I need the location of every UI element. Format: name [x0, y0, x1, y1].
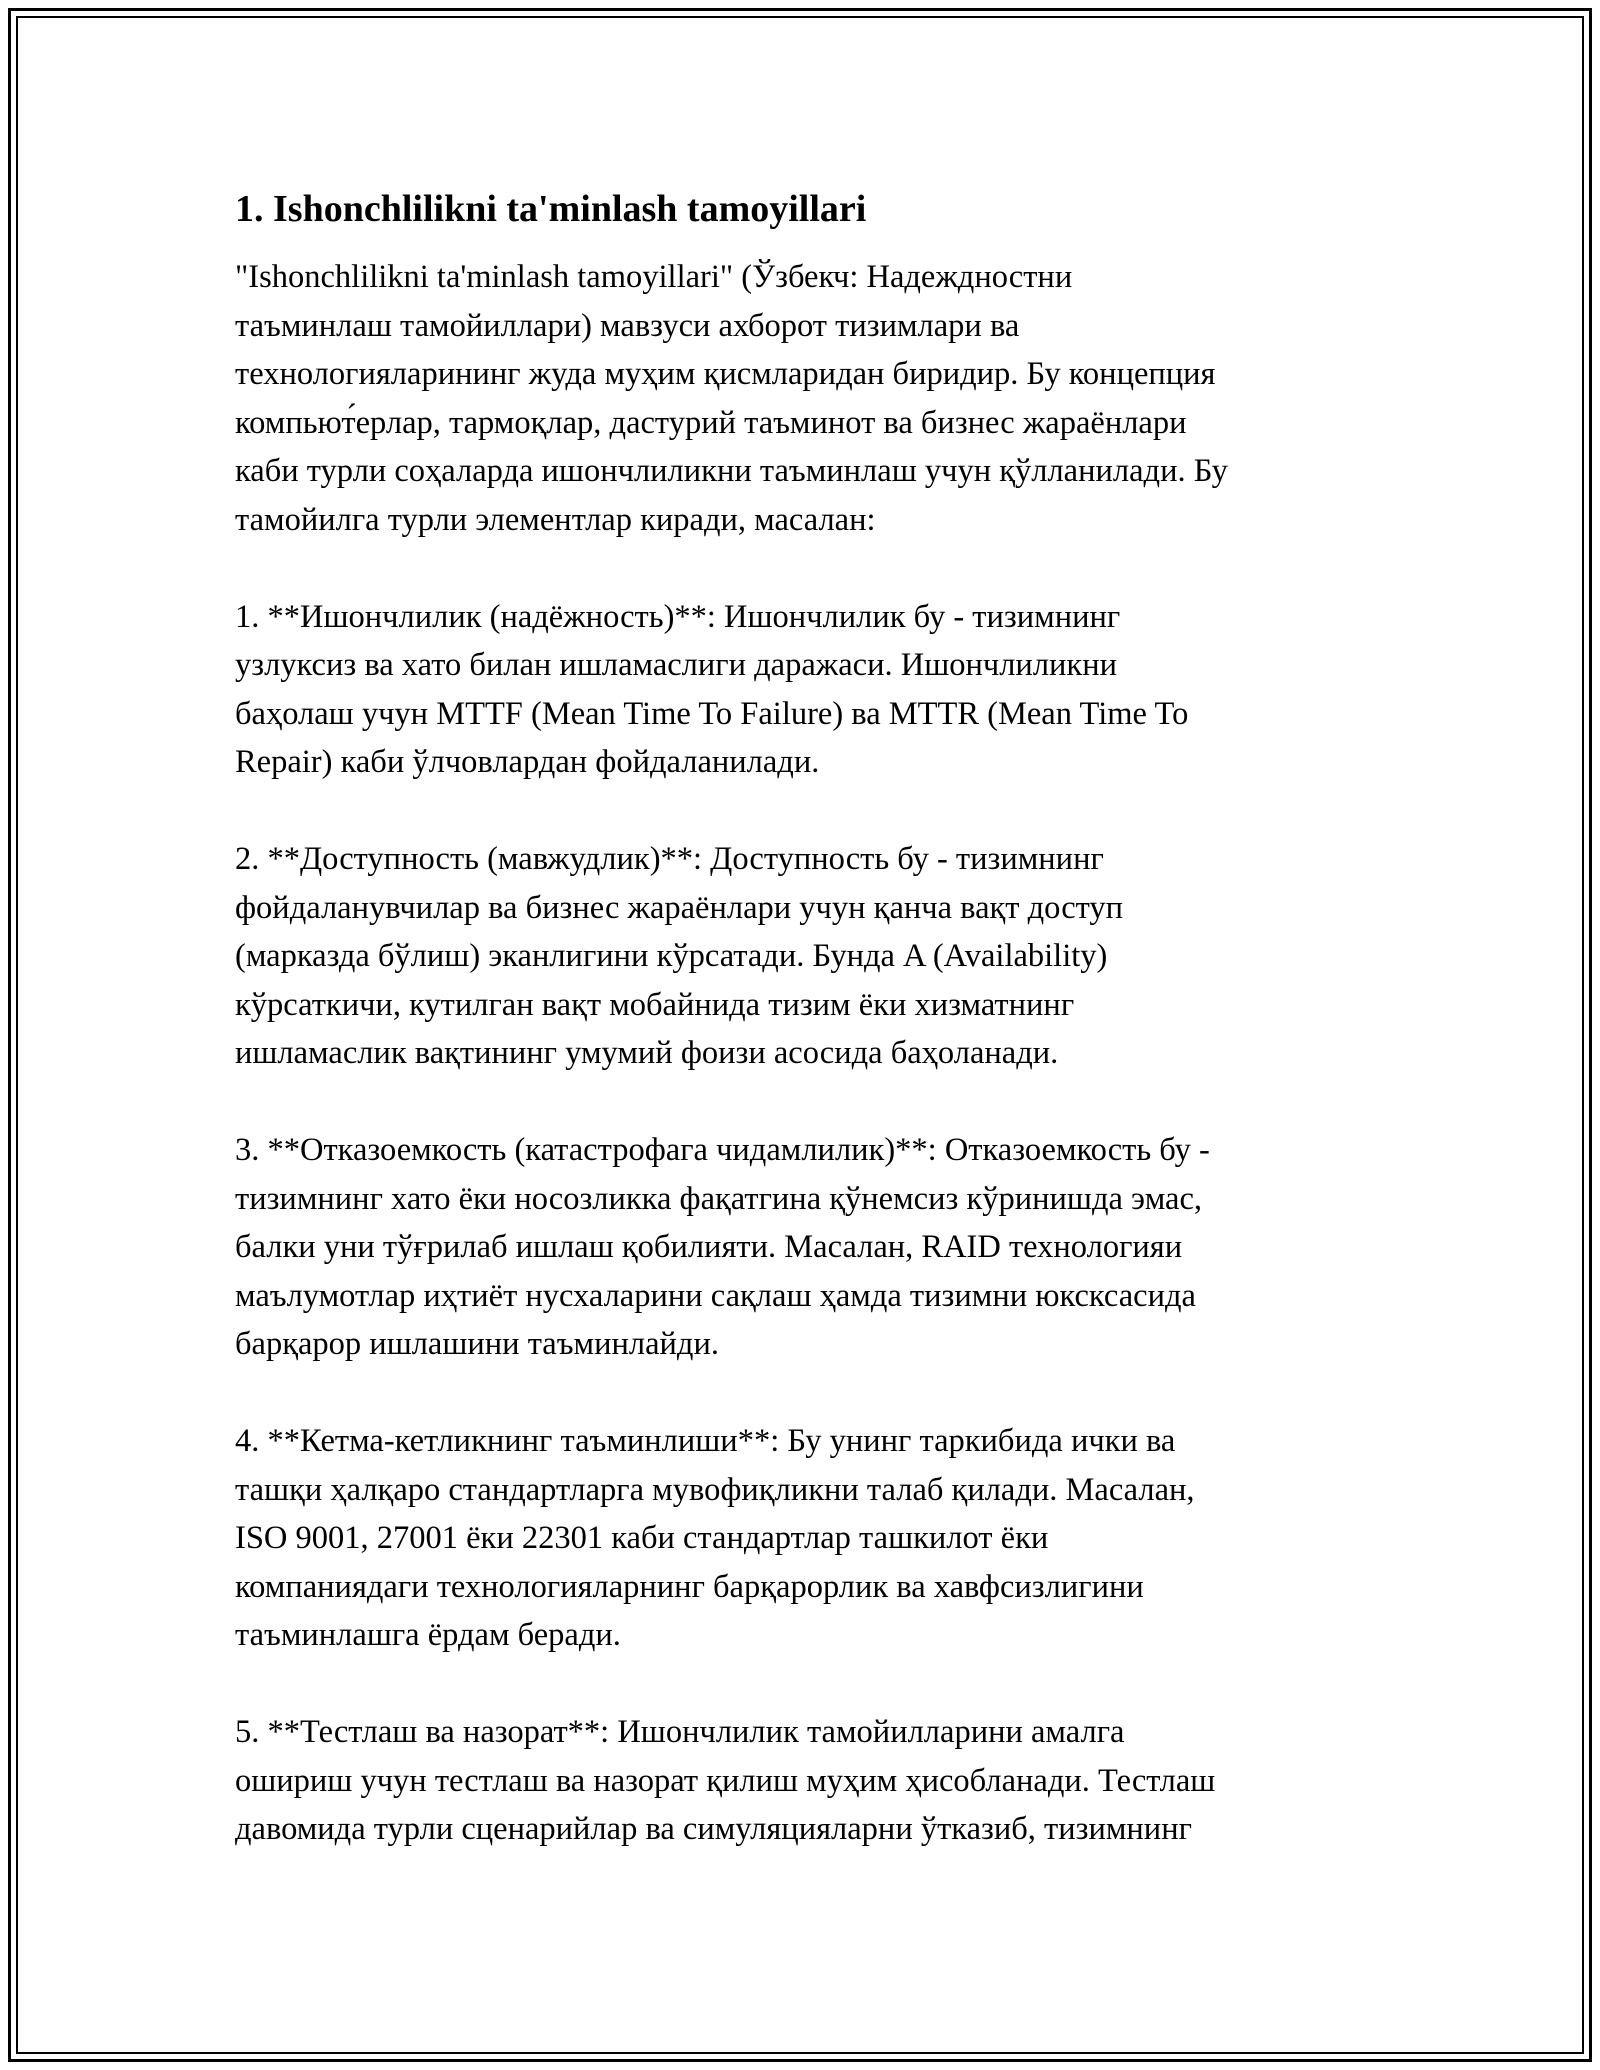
text-line: ишламаслик вақтининг умумий фоизи асосида баҳоланади.	[235, 1035, 1059, 1071]
list-item-paragraph	[235, 593, 1375, 787]
text-line: "Ishonchlilikni ta'minlash tamoyillari" (Ўзбекч: Надеждностни	[235, 259, 1073, 295]
text-line: ташқи ҳалқаро стандартларга мувофиқликни талаб қилади. Масалан,	[235, 1471, 1195, 1508]
list-item-paragraph	[235, 1417, 1375, 1660]
text-line: (марказда бўлиш) эканлигини кўрсатади. Бунда A (Availability)	[235, 938, 1108, 974]
text-line: тамойилга турли элементлар киради, масалан:	[235, 501, 876, 538]
text-line: ISO 9001, 27001 ёки 22301 каби стандартлар ташкилот ёки	[235, 1520, 1049, 1556]
document-page	[235, 185, 1375, 1854]
document-body	[235, 253, 1375, 1854]
list-item-paragraph	[235, 835, 1375, 1078]
text-line: тизимнинг хато ёки носозликка фақатгина қўнемсиз кўринишда эмас,	[235, 1180, 1203, 1217]
text-line: баҳолаш учун MTTF (Mean Time To Failure) ва MTTR (Mean Time To	[235, 695, 1189, 732]
text-line: барқарор ишлашини таъминлайди.	[235, 1326, 719, 1362]
text-line: фойдаланувчилар ва бизнес жараёнлари учун қанча вақт доступ	[235, 889, 1124, 926]
text-line: Repair) каби ўлчовлардан фойдаланилади.	[235, 744, 820, 780]
text-line: 2. **Доступность (мавжудлик)**: Доступность бу - тизимнинг	[235, 841, 1104, 877]
intro-paragraph	[235, 253, 1375, 544]
text-line: ошириш учун тестлаш ва назорат қилиш муҳим ҳисобланади. Тестлаш	[235, 1762, 1216, 1799]
text-line: таъминлашга ёрдам беради.	[235, 1617, 621, 1653]
text-line: таъминлаш тамойиллари) мавзуси ахборот тизимлари ва	[235, 307, 1020, 344]
text-line: технологияларининг жуда муҳим қисмларидан биридир. Бу концепция	[235, 356, 1216, 392]
text-line: кўрсаткичи, кутилган вақт мобайнида тизим ёки хизматнинг	[235, 986, 1075, 1023]
text-line: давомида турли сценарийлар ва симуляцияларни ўтказиб, тизимнинг	[235, 1811, 1192, 1847]
list-item-paragraph	[235, 1126, 1375, 1369]
list-item-paragraph	[235, 1708, 1375, 1854]
text-line: маълумотлар иҳтиёт нусхаларини сақлаш ҳамда тизимни юксксасида	[235, 1277, 1196, 1314]
text-line: компьют́ерлар, тармоқлар, дастурий таъминот ва бизнес жараёнлари	[235, 404, 1187, 441]
text-line: узлуксиз ва хато билан ишламаслиги даражаси. Ишончлиликни	[235, 647, 1118, 683]
text-line: компаниядаги технологияларнинг барқарорлик ва хавфсизлигини	[235, 1568, 1144, 1605]
text-line: 5. **Тестлаш ва назорат**: Ишончлилик тамойилларини амалга	[235, 1714, 1125, 1750]
text-line: 3. **Отказоемкость (катастрофага чидамлилик)**: Отказоемкость бу -	[235, 1132, 1210, 1168]
paragraph-spacer	[235, 544, 1375, 593]
paragraph-spacer	[235, 787, 1375, 836]
text-line: балки уни тўғрилаб ишлаш қобилияти. Масалан, RAID технологияи	[235, 1229, 1183, 1265]
paragraph-spacer	[235, 1369, 1375, 1418]
paragraph-spacer	[235, 1660, 1375, 1709]
text-line: 4. **Кетма-кетликнинг таъминлиши**: Бу унинг таркибида ички ва	[235, 1423, 1176, 1459]
text-line: каби турли соҳаларда ишончлиликни таъминлаш учун қўлланилади. Бу	[235, 453, 1228, 489]
section-heading: 1. Ishonchlilikni ta'minlash tamoyillari	[235, 188, 867, 230]
paragraph-spacer	[235, 1078, 1375, 1127]
text-line: 1. **Ишончлилик (надёжность)**: Ишончлилик бу - тизимнинг	[235, 598, 1121, 635]
